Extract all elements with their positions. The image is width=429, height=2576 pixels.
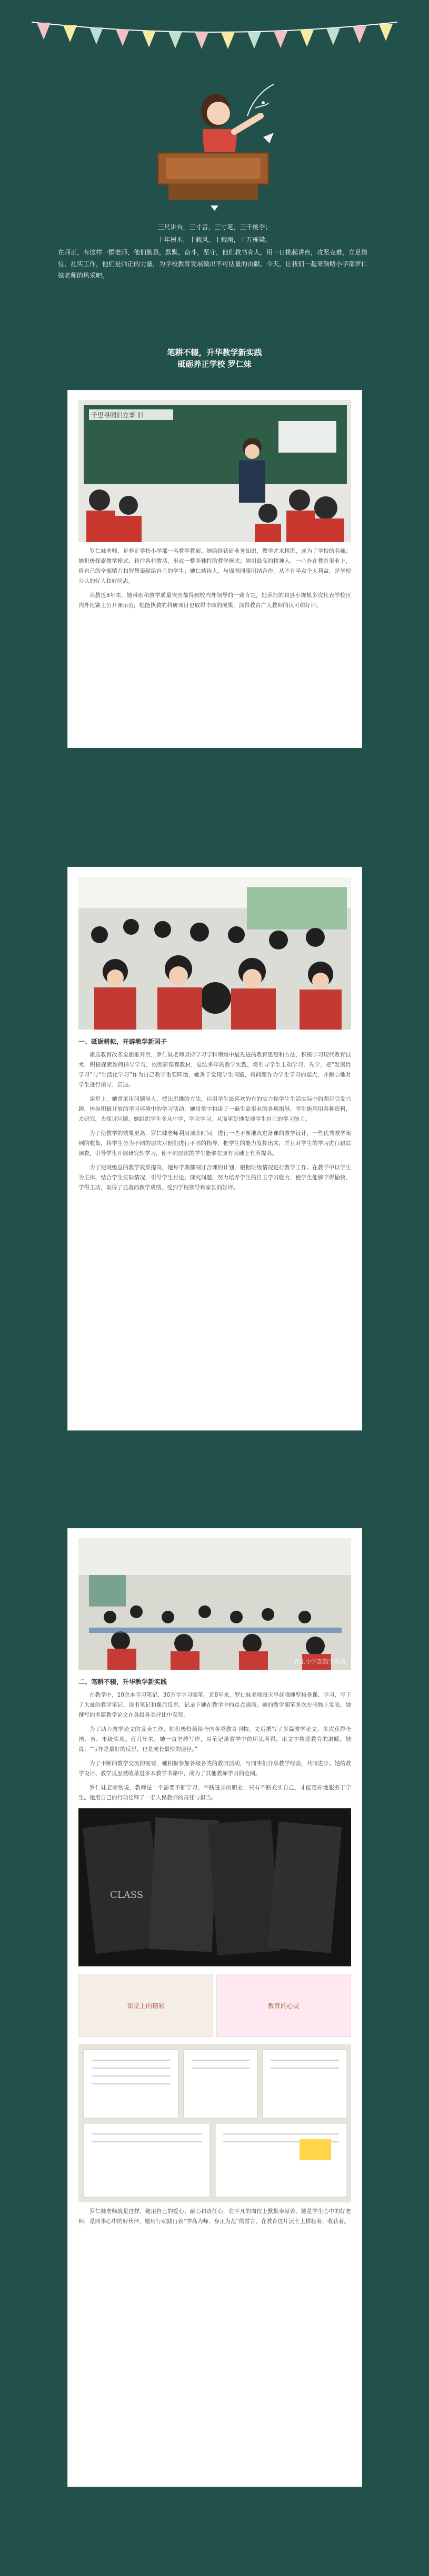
intro-text bbox=[58, 221, 371, 282]
book-title-2: 教育的心灵 bbox=[267, 2002, 300, 2010]
teacher-illustration bbox=[0, 63, 429, 221]
classroom-photo-2 bbox=[78, 877, 351, 1030]
section-1-paragraph-4: 为了使班级总的教学效果提高，她每学期都制订合理的计划，根据班级情况进行教学工作。在教学中以学生为主体，结合学生实际情况，引导学生讨论、探究问题，努力培养学生的自主学习能力，使学生能够学得愉快、学得主动，取得了显著的教学成绩，受到学校领导和家长的好评。 bbox=[78, 1164, 351, 1191]
section-one-card bbox=[67, 867, 362, 1431]
bunting-flag bbox=[326, 28, 340, 45]
section-1-paragraph-3: 为了使教学的效果更高，罗仁妹老师利用课余时间，进行一些不断地改进备课的教学设计，一些优秀教学案例的收集，将学生分为不同的层次对他们进行不同的指导，把学生的能力发挥出来，并且对学生的学习进行跟踪调查，引导学生开展研究性学习，使不同层次的学生能够在原有基础上有所提高。 bbox=[78, 1130, 351, 1157]
bunting-flag bbox=[300, 30, 314, 47]
bunting-flag bbox=[247, 32, 261, 48]
book-cover-2 bbox=[216, 1974, 351, 2037]
documents-photo bbox=[78, 2044, 351, 2202]
bunting-flag bbox=[379, 24, 393, 41]
section-2-paragraph-2: 为了助力教学论文的发表工作，她积极投稿给全国各类教育刊物，先后撰写了多篇教学论文，多次获得全国、省、市级奖项。近几年来，她一直坚持写作，用笔记录教学中的所思所得，用文字传递教育的温暖。她说：“写作是最好的反思，也是成长最快的途径。” bbox=[78, 1726, 351, 1752]
section-1-paragraph-1: 素质教育改革全面推开后，罗仁妹老师坚持学习学科领域中最先进的教育思想和方法，积极学习现代教育技术，积极探索如何指导学习，依照新课程教材，总结多年的教学实践，将引导学生主动学习，先学，把“发展性学习”与“生活化学习”作为自己教学重要阵地，她善于发现学生问题，将问题作为学生学习的起点，并耐心地对学生进行指导、启迪。 bbox=[78, 1052, 351, 1088]
book-covers bbox=[78, 1974, 351, 2037]
bunting-flag bbox=[221, 32, 235, 49]
bunting-flag bbox=[353, 26, 366, 43]
bunting-flag bbox=[37, 23, 51, 40]
intro-paragraph: 在师正，有这样一群老师，他们勤恳，默默，奋斗，坚守，他们教书育人，用一日挑起讲台，攻坚克难，立足岗位，扎实工作，他们是师正的力量，为学校教育发展做出不可估量的贡献。今天，让我们一起来领略小学部罗仁妹老师的风采吧。 bbox=[58, 249, 368, 279]
bunting-decoration bbox=[32, 16, 397, 58]
section-2-paragraph-4: 罗仁妹老师常说，教师是一个需要不断学习、不断进步的职业，只有不断充实自己，才能更好地服务于学生。她用自己的行动诠释了一名人民教师的责任与担当。 bbox=[78, 1785, 351, 1801]
profile-paragraph-1: 罗仁妹老师，是养正学校小学部一名教学教师。她始终钻研业务知识，教学艺术精湛，成为了学校的名师；她积极探索教学模式，转往各村教活，形成一整套独特的教学模式；她用最高的精神入，一心扑在教育事业上，将自己的全部精力和智慧奉献给自己的学生；她仁慈待人，与周围同事团结合作，从不肯半点个人利益，是学校公认的好人和好同志。 bbox=[78, 548, 351, 584]
closing-paragraph: 罗仁妹老师就是这样，她用自己的爱心、耐心和责任心，在平凡的岗位上默默奉献着。她是学生心中的好老师，是同事心中的好伙伴。她用行动践行着“学高为师、身正为范”的誓言，在教育这片沃土上耕耘着、收获着。 bbox=[78, 2208, 351, 2225]
profile-paragraph-2: 从教近8年来，她带班和教学质量突出都得到校内外领导的一致肯定，她承担的和县小规模多次代表学校区内外比赛上公开课示范，她能执教的科研项目也取得丰硕的成果，深得教育广大教师的认可和好评。 bbox=[78, 592, 351, 609]
section-2-paragraph-1: 在教学中，10余本学习笔记，30万字学习随笔。近8年来，罗仁妹老师每天早起晚睡坚持备课、学习，写下了大量的教学笔记、读书笔记和课后反思，记录下她在教学中的点点滴滴。她的教学随笔多次在刊物上发表，她撰写的多篇教学论文在各级各类评比中获奖。 bbox=[78, 1692, 351, 1718]
section-2-title: 二、笔耕不辍，升华教学新实践 bbox=[78, 1678, 167, 1686]
bunting-flag bbox=[63, 25, 77, 42]
heading-line-2: 砥砺养正学校 罗仁妹 bbox=[177, 359, 252, 369]
section-two-card bbox=[67, 1528, 362, 2487]
classroom-photo-3 bbox=[78, 1538, 351, 1670]
bunting-flag bbox=[142, 31, 156, 47]
pointing-icon bbox=[263, 133, 274, 143]
classroom-photo-1 bbox=[78, 400, 351, 542]
down-arrow-icon bbox=[211, 205, 218, 211]
bunting-flag bbox=[168, 32, 182, 48]
heading-line-1: 笔耕不辍，升华教学新实践 bbox=[167, 348, 262, 357]
section-2-paragraph-3: 为了不断的教学交流的需要，她积极参加各级各类的教研活动，与同事们分享教学经验，共同进步。她的教学设计、教学反思被收录进多本教学书籍中，成为了其他教师学习的范例。 bbox=[78, 1760, 351, 1777]
intro-line-1: 三尺讲台，三寸舌，三寸笔，三千桃李； bbox=[157, 223, 272, 231]
bunting-flag bbox=[195, 32, 208, 49]
bunting-flag bbox=[116, 29, 129, 46]
doodle-tree-icon bbox=[247, 84, 274, 116]
section-1-title: 一、砥砺耕耘，开辟教学新园子 bbox=[78, 1038, 167, 1045]
bunting-flag bbox=[274, 31, 287, 48]
book-title-1: 课堂上的精彩 bbox=[126, 2002, 165, 2010]
profile-card bbox=[67, 390, 362, 748]
bunting-flag bbox=[89, 27, 103, 44]
intro-line-2: 十年树木，十载风，十载雨，十万栋梁。 bbox=[157, 236, 272, 243]
article-heading bbox=[0, 347, 429, 370]
board-text: 千里寻同旧立事 旧 bbox=[91, 412, 144, 419]
notebooks-photo bbox=[78, 1808, 351, 1966]
photo-watermark: 养正小学部数学教研 bbox=[294, 1658, 346, 1665]
section-1-paragraph-2: 课堂上，她常采用问题导入、授法思维的方法，运用学生最喜欢的有的实力和学生生活实际中的题目引发兴趣，体验积极开放的学习环境中的学习活动，她用常字和讲了一遍生命事业的各项指导，学生能利用各种资料，去研究，去探讨问题，她组织学生多从中学，学会学习，从而更好地发展学生自己的学习能力。 bbox=[78, 1096, 351, 1122]
podium bbox=[158, 153, 268, 200]
book-cover-1 bbox=[78, 1974, 213, 2037]
notebook-label: CLASS bbox=[110, 1889, 144, 1901]
